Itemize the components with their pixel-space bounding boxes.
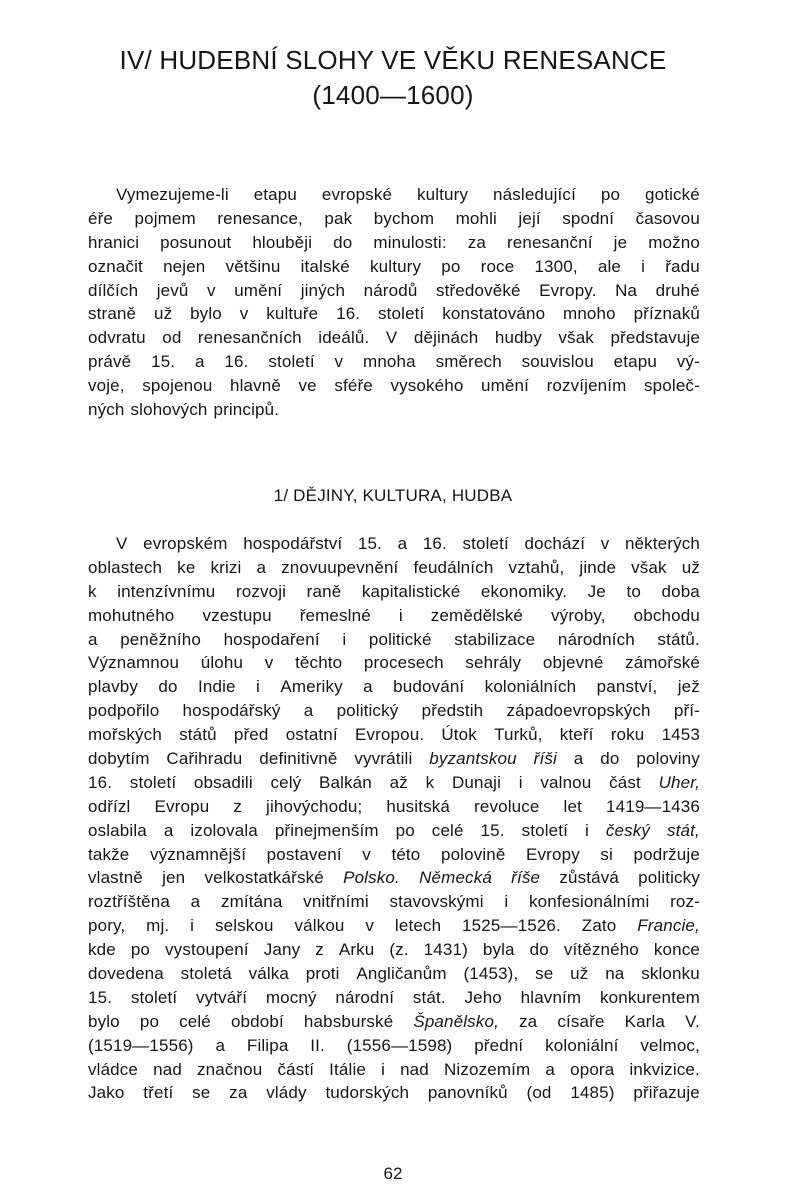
main-line: pory, mj. i selskou válkou v letech 1525—1526. Zato Francie, xyxy=(88,916,700,936)
main-line: V evropském hospodářství 15. a 16. století dochází v některých xyxy=(116,534,700,553)
main-line: bylo po celé období habsburské Španělsko, za císaře Karla V. xyxy=(88,1011,700,1031)
main-line: Významnou úlohu v těchto procesech sehrály objevné zámořské xyxy=(88,653,700,673)
intro-line: Vymezujeme-li etapu evropské kultury následující po gotické xyxy=(116,185,700,204)
main-line: plavby do Indie i Ameriky a budování koloniálních panství, jež xyxy=(88,677,700,697)
main-line: roztříštěna a zmítána vnitřními stavovskými i konfesionálními roz- xyxy=(88,892,700,912)
intro-line: právě 15. a 16. století v mnoha směrech souvislou etapu vý- xyxy=(88,352,700,372)
main-line: dobytím Cařihradu definitivně vyvrátili byzantskou říši a do poloviny xyxy=(88,749,700,769)
intro-line: označit nejen většinu italské kultury po roce 1300, ale i řadu xyxy=(88,256,700,276)
chapter-title xyxy=(0,43,786,113)
main-line: 15. století vytváří mocný národní stát. Jeho hlavním konkurentem xyxy=(88,987,700,1007)
main-line: vlastně jen velkostatkářské Polsko. Německá říše zůstává politicky xyxy=(88,868,700,888)
main-line: kde po vystoupení Jany z Arku (z. 1431) byla do vítězného konce xyxy=(88,940,700,960)
chapter-title-line-1: IV/ HUDEBNÍ SLOHY VE VĚKU RENESANCE xyxy=(119,45,667,75)
main-line: mořských států před ostatní Evropou. Útok Turků, kteří roku 1453 xyxy=(88,725,700,745)
main-line: oblastech ke krizi a znovuupevnění feudálních vztahů, jinde však už xyxy=(88,557,700,577)
main-line: podpořilo hospodářský a politický předstih západoevropských pří- xyxy=(88,701,700,721)
main-line: a peněžního hospodaření i politické stabilizace národních států. xyxy=(88,629,700,649)
intro-paragraph xyxy=(88,183,700,422)
main-line: mohutného vzestupu řemeslné i zemědělské výroby, obchodu xyxy=(88,605,700,625)
intro-line: ných slohových principů. xyxy=(88,400,280,420)
main-line: k intenzívnímu rozvoji raně kapitalistické ekonomiky. Je to doba xyxy=(88,581,700,601)
main-line: vládce nad značnou částí Itálie i nad Nizozemím a opora inkvizice. xyxy=(88,1059,700,1079)
main-line: dovedena stoletá válka proti Angličanům (1453), se už na sklonku xyxy=(88,964,700,984)
main-line: Jako třetí se za vlády tudorských panovníků (od 1485) přiřazuje xyxy=(88,1083,700,1103)
chapter-title-line-2: (1400—1600) xyxy=(312,80,474,110)
main-line: 16. století obsadili celý Balkán až k Dunaji i valnou část Uher, xyxy=(88,772,700,792)
main-line: (1519—1556) a Filipa II. (1556—1598) přední koloniální velmoc, xyxy=(88,1035,700,1055)
main-line: takže významnější postavení v této polovině Evropy si podržuje xyxy=(88,844,700,864)
main-line: odřízl Evropu z jihovýchodu; husitská revoluce let 1419—1436 xyxy=(88,796,700,816)
main-line: oslabila a izolovala přinejmenším po celé 15. století i český stát, xyxy=(88,820,700,840)
main-paragraph xyxy=(88,532,700,1105)
intro-line: voje, spojenou hlavně ve sféře vysokého umění rozvíjením společ- xyxy=(88,376,700,396)
section-heading: 1/ DĚJINY, KULTURA, HUDBA xyxy=(273,486,513,505)
intro-line: dílčích jevů v umění jiných národů středověké Evropy. Na druhé xyxy=(88,280,700,300)
intro-line: hranici posunout hlouběji do minulosti: za renesanční je možno xyxy=(88,232,700,252)
page-number: 62 xyxy=(383,1164,403,1183)
intro-line: odvratu od renesančních ideálů. V dějinách hudby však představuje xyxy=(88,328,700,348)
intro-line: éře pojmem renesance, pak bychom mohli její spodní časovou xyxy=(88,208,700,228)
intro-line: straně už bylo v kultuře 16. století konstatováno mnoho příznaků xyxy=(88,304,700,324)
